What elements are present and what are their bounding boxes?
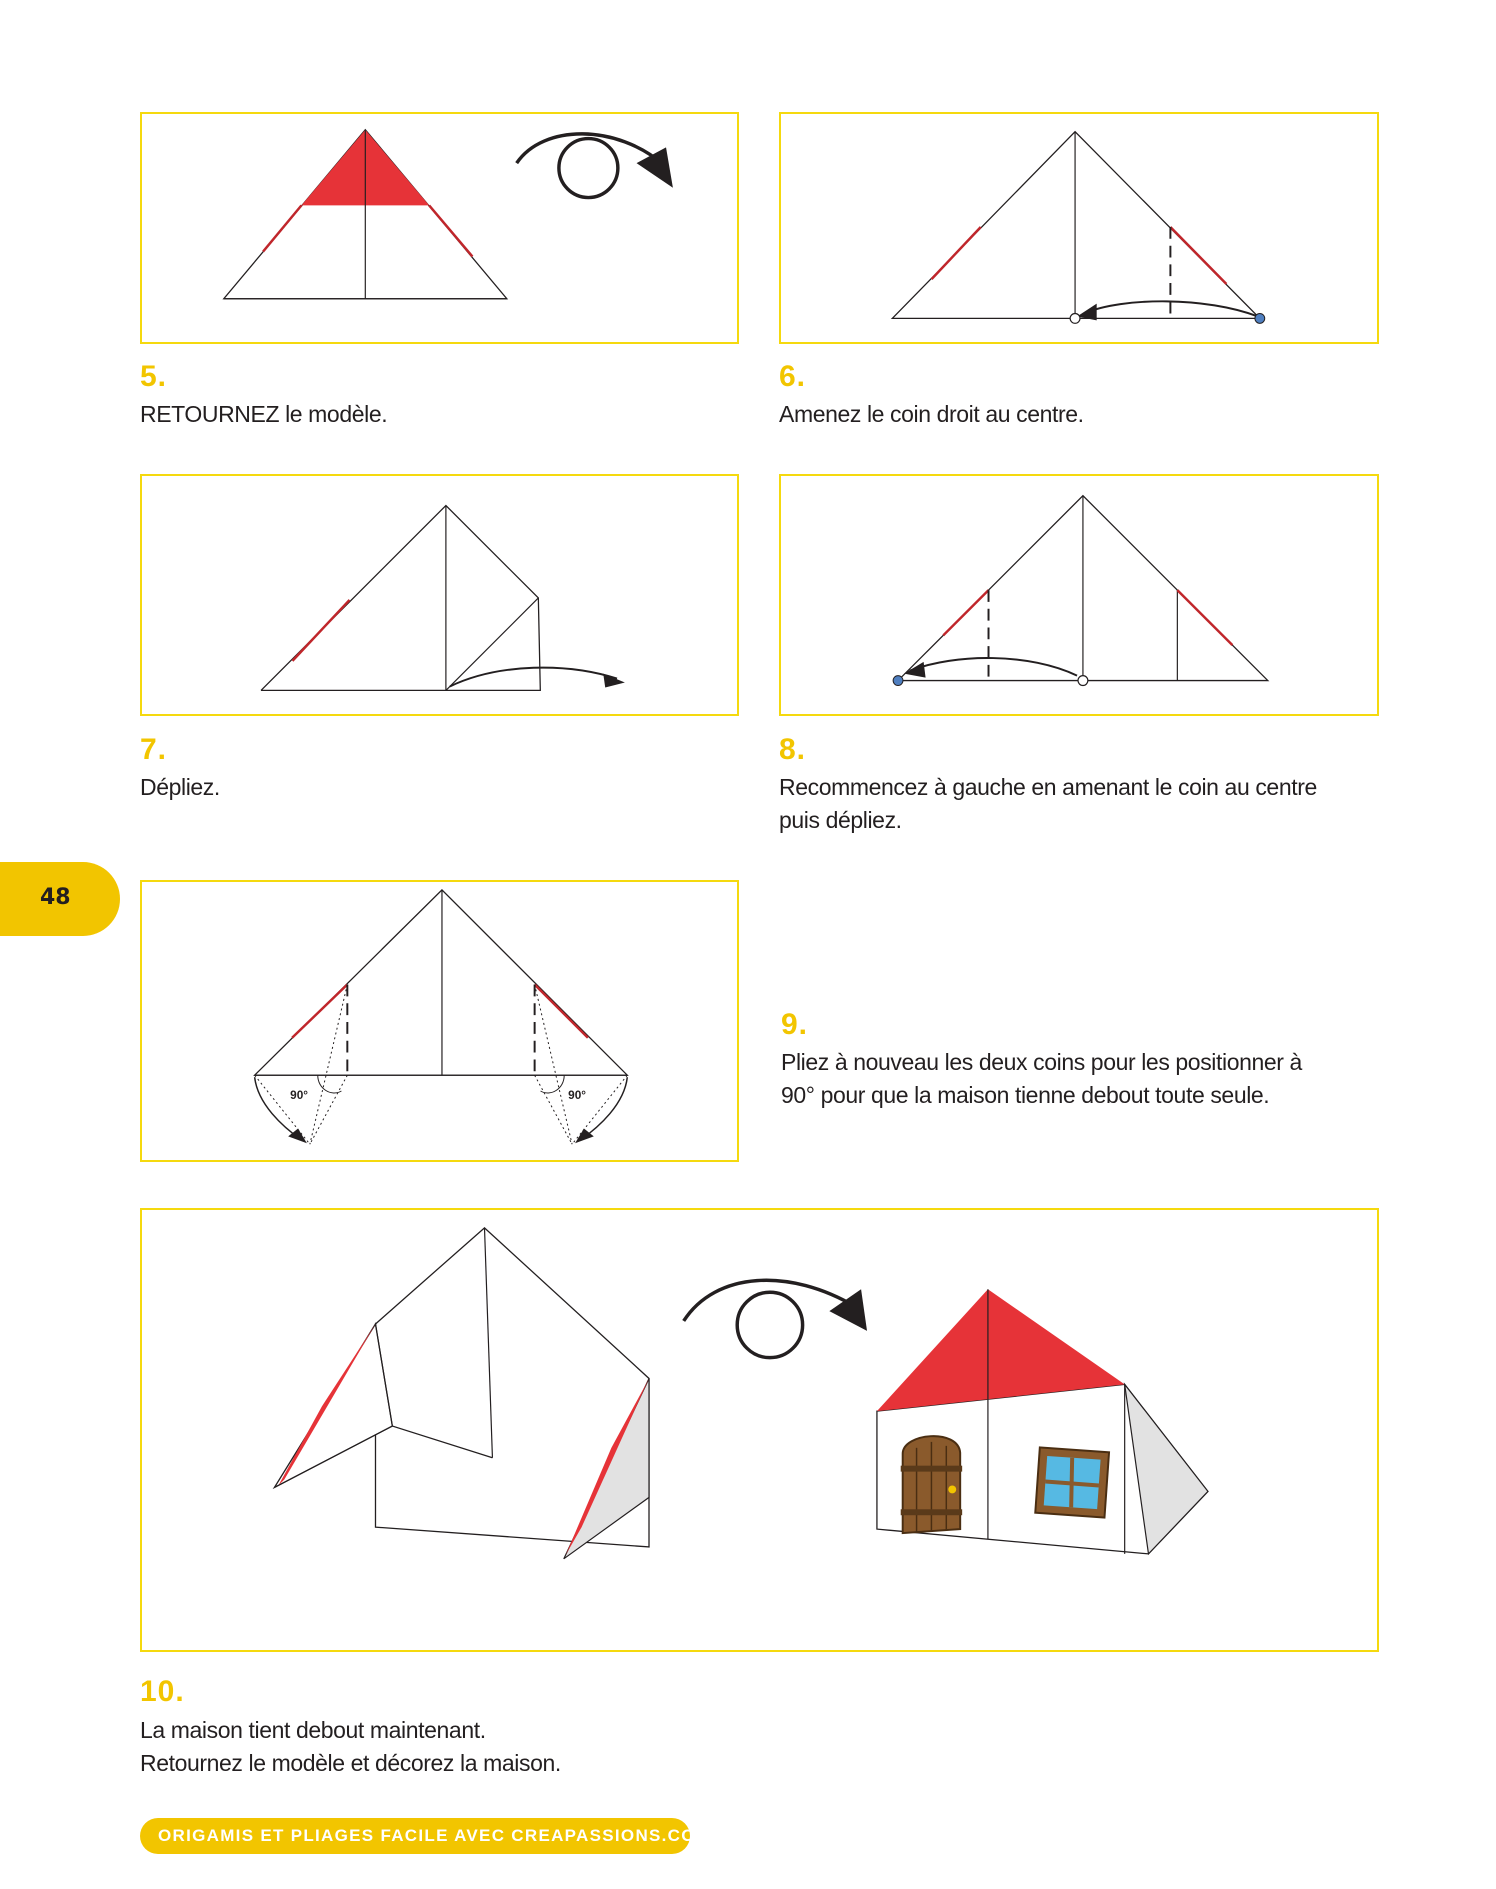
step-8-diagram (779, 474, 1379, 716)
step-7-diagram (140, 474, 739, 716)
footer-label: ORIGAMIS ET PLIAGES FACILE AVEC CREAPASSIONS.COM (158, 1826, 712, 1845)
step-9-diagram (140, 880, 739, 1162)
step-5-instruction: RETOURNEZ le modèle. (140, 401, 388, 427)
target-point-icon (1078, 676, 1088, 686)
step-5-illustration (142, 114, 737, 342)
step-9-instruction-line2: 90° pour que la maison tienne debout toute seule. (781, 1082, 1270, 1108)
corner-point-icon (1255, 314, 1265, 324)
step-9-illustration (142, 882, 737, 1160)
window-icon (1035, 1447, 1109, 1517)
step-10-diagram (140, 1208, 1379, 1652)
step-8-instruction-line2: puis dépliez. (779, 807, 902, 833)
step-6-illustration (781, 114, 1377, 342)
step-8-number: 8. (779, 733, 807, 766)
footer-banner (140, 1818, 712, 1854)
step-10-illustration (142, 1210, 1377, 1650)
step-5-number: 5. (140, 360, 168, 393)
step-10-instruction-line1: La maison tient debout maintenant. (140, 1717, 486, 1743)
step-8-illustration (781, 476, 1377, 714)
step-7-illustration (142, 476, 737, 714)
step-10-instruction-line2: Retournez le modèle et décorez la maison. (140, 1750, 561, 1776)
step-7-instruction: Dépliez. (140, 774, 220, 800)
page-number-tab (0, 862, 120, 936)
door-icon (901, 1436, 962, 1533)
corner-point-icon (893, 676, 903, 686)
flip-arrow-icon (517, 134, 673, 198)
step-9-number: 9. (781, 1008, 809, 1041)
flip-arrow-icon (684, 1280, 867, 1357)
angle-label-left: 90° (290, 1087, 309, 1102)
step-6-instruction: Amenez le coin droit au centre. (779, 401, 1084, 427)
step-5-diagram (140, 112, 739, 344)
step-7-number: 7. (140, 733, 168, 766)
step-8-instruction-line1: Recommencez à gauche en amenant le coin au centre (779, 774, 1317, 800)
target-point-icon (1070, 314, 1080, 324)
house-icon (877, 1289, 1208, 1554)
step-9-instruction-line1: Pliez à nouveau les deux coins pour les positionner à (781, 1049, 1302, 1075)
step-10-number: 10. (140, 1675, 185, 1708)
page-number: 48 (40, 885, 71, 910)
step-6-diagram (779, 112, 1379, 344)
angle-label-right: 90° (568, 1087, 587, 1102)
step-6-number: 6. (779, 360, 807, 393)
